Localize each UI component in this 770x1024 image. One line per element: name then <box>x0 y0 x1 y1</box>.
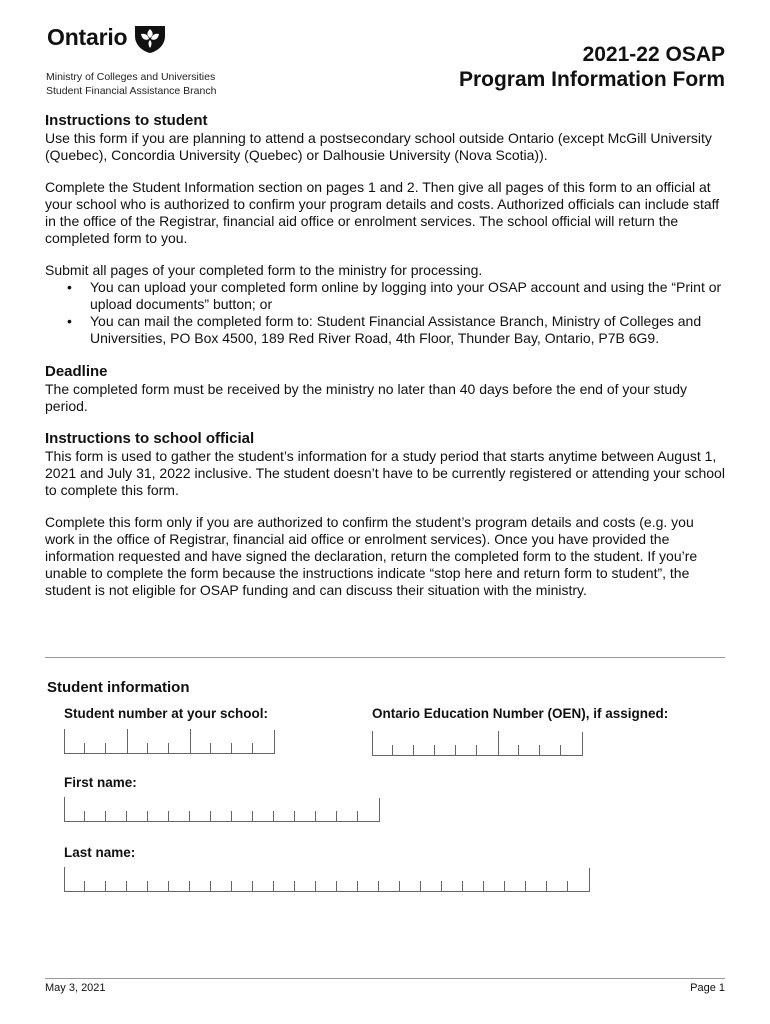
char-box[interactable] <box>148 798 169 822</box>
char-box[interactable] <box>148 868 169 892</box>
char-box[interactable] <box>127 868 148 892</box>
char-box[interactable] <box>316 798 337 822</box>
char-box[interactable] <box>337 868 358 892</box>
section-divider <box>45 657 725 658</box>
oen-input[interactable] <box>372 732 583 756</box>
list-item <box>45 279 727 313</box>
char-box[interactable] <box>372 732 393 756</box>
char-box[interactable] <box>456 732 477 756</box>
char-box[interactable] <box>127 798 148 822</box>
form-title-line-1: 2021-22 OSAP <box>582 43 725 66</box>
bullet-icon: • <box>67 279 72 295</box>
oen-label: Ontario Education Number (OEN), if assigned: <box>372 706 669 721</box>
char-box[interactable] <box>211 730 232 754</box>
logo-wordmark: Ontario <box>47 23 128 50</box>
last-name-label: Last name: <box>64 845 136 860</box>
char-box[interactable] <box>85 868 106 892</box>
page-number: Page 1 <box>690 982 725 994</box>
char-box[interactable] <box>540 732 561 756</box>
char-box[interactable] <box>190 868 211 892</box>
bullet-text: You can mail the completed form to: Student Financial Assistance Branch, Ministry of Colleges and Universities, PO Box 4500, 189 Red River Road, 4th Floor, Thunder Bay, Ontario, P7B 6G9. <box>90 313 702 346</box>
char-box[interactable] <box>498 732 519 756</box>
char-box[interactable] <box>85 798 106 822</box>
first-name-label: First name: <box>64 775 137 790</box>
char-box[interactable] <box>64 730 85 754</box>
char-box[interactable] <box>505 868 526 892</box>
footer-divider <box>45 978 725 979</box>
char-box[interactable] <box>169 730 190 754</box>
char-box[interactable] <box>274 868 295 892</box>
form-title-line-2: Program Information Form <box>458 68 725 91</box>
char-box[interactable] <box>169 868 190 892</box>
char-box[interactable] <box>393 732 414 756</box>
char-box[interactable] <box>253 730 274 754</box>
char-box[interactable] <box>232 730 253 754</box>
char-box[interactable] <box>127 730 148 754</box>
char-box[interactable] <box>435 732 456 756</box>
char-box[interactable] <box>358 798 379 822</box>
char-box[interactable] <box>190 798 211 822</box>
instructions-student-p1: Use this form if you are planning to attend a postsecondary school outside Ontario (except McGill University (Quebec), Concordia University (Quebec) or Dalhousie University (Nova Scotia)). <box>45 130 712 163</box>
instructions-school-p1: This form is used to gather the student’s information for a study period that starts anytime between August 1, 2021 and July 31, 2022 inclusive. The student doesn’t have to be currently registered or attending your school to complete this form. <box>45 448 725 498</box>
char-box[interactable] <box>463 868 484 892</box>
char-box[interactable] <box>337 798 358 822</box>
char-box[interactable] <box>295 798 316 822</box>
char-box[interactable] <box>232 798 253 822</box>
char-box[interactable] <box>148 730 169 754</box>
char-box[interactable] <box>484 868 505 892</box>
char-box[interactable] <box>561 732 582 756</box>
char-box[interactable] <box>211 798 232 822</box>
char-box[interactable] <box>253 798 274 822</box>
char-box[interactable] <box>106 798 127 822</box>
box-end <box>589 868 590 892</box>
char-box[interactable] <box>358 868 379 892</box>
instructions-student-p2: Complete the Student Information section on pages 1 and 2. Then give all pages of this form to an official at your school who is authorized to confirm your program details and costs. Authorized officials can include staff in the office of the Registrar, financial aid office or enrolment services. The school official will return the completed form to you. <box>45 179 720 246</box>
char-box[interactable] <box>106 730 127 754</box>
deadline-heading: Deadline <box>45 363 108 380</box>
page-footer <box>45 982 725 994</box>
char-box[interactable] <box>414 732 435 756</box>
submission-options-list <box>45 279 727 347</box>
footer-date: May 3, 2021 <box>45 982 106 994</box>
first-name-input[interactable] <box>64 798 380 822</box>
instructions-school-p2: Complete this form only if you are authorized to confirm the student’s program details and costs (e.g. you work in the office of Registrar, financial aid office or enrolment services). Once you have provided the information requested and have signed the declaration, return the completed form to the student. If you’re unable to complete the form because the instructions indicate “stop here and return form to student”, the student is not eligible for OSAP funding and can discuss their situation with the ministry. <box>45 514 698 598</box>
char-box[interactable] <box>190 730 211 754</box>
instructions-student-heading: Instructions to student <box>45 112 208 129</box>
char-box[interactable] <box>85 730 106 754</box>
char-box[interactable] <box>477 732 498 756</box>
char-box[interactable] <box>547 868 568 892</box>
form-title <box>459 42 725 92</box>
char-box[interactable] <box>253 868 274 892</box>
student-number-label: Student number at your school: <box>64 706 269 721</box>
box-end <box>582 732 583 756</box>
char-box[interactable] <box>526 868 547 892</box>
char-box[interactable] <box>295 868 316 892</box>
instructions-school-heading: Instructions to school official <box>45 430 255 447</box>
char-box[interactable] <box>64 798 85 822</box>
char-box[interactable] <box>274 798 295 822</box>
box-end <box>274 730 275 754</box>
bullet-text: You can upload your completed form online by logging into your OSAP account and using the “Print or upload documents” button; or <box>90 279 722 312</box>
char-box[interactable] <box>232 868 253 892</box>
char-box[interactable] <box>519 732 540 756</box>
char-box[interactable] <box>421 868 442 892</box>
last-name-input[interactable] <box>64 868 590 892</box>
ministry-name <box>46 70 216 98</box>
char-box[interactable] <box>400 868 421 892</box>
char-box[interactable] <box>211 868 232 892</box>
char-box[interactable] <box>442 868 463 892</box>
instructions-content <box>45 112 727 614</box>
char-box[interactable] <box>316 868 337 892</box>
trillium-icon <box>133 20 167 54</box>
list-item <box>45 313 727 347</box>
char-box[interactable] <box>568 868 589 892</box>
instructions-student-p3: Submit all pages of your completed form to the ministry for processing. <box>45 262 483 278</box>
char-box[interactable] <box>379 868 400 892</box>
ministry-line-2: Student Financial Assistance Branch <box>46 85 217 97</box>
ministry-line-1: Ministry of Colleges and Universities <box>46 71 216 83</box>
ontario-logo <box>47 20 167 54</box>
box-end <box>379 798 380 822</box>
char-box[interactable] <box>169 798 190 822</box>
student-number-input[interactable] <box>64 730 275 754</box>
deadline-text: The completed form must be received by the ministry no later than 40 days before the end of your study period. <box>45 381 688 414</box>
bullet-icon: • <box>67 313 72 329</box>
student-info-heading: Student information <box>47 679 190 696</box>
char-box[interactable] <box>64 868 85 892</box>
char-box[interactable] <box>106 868 127 892</box>
